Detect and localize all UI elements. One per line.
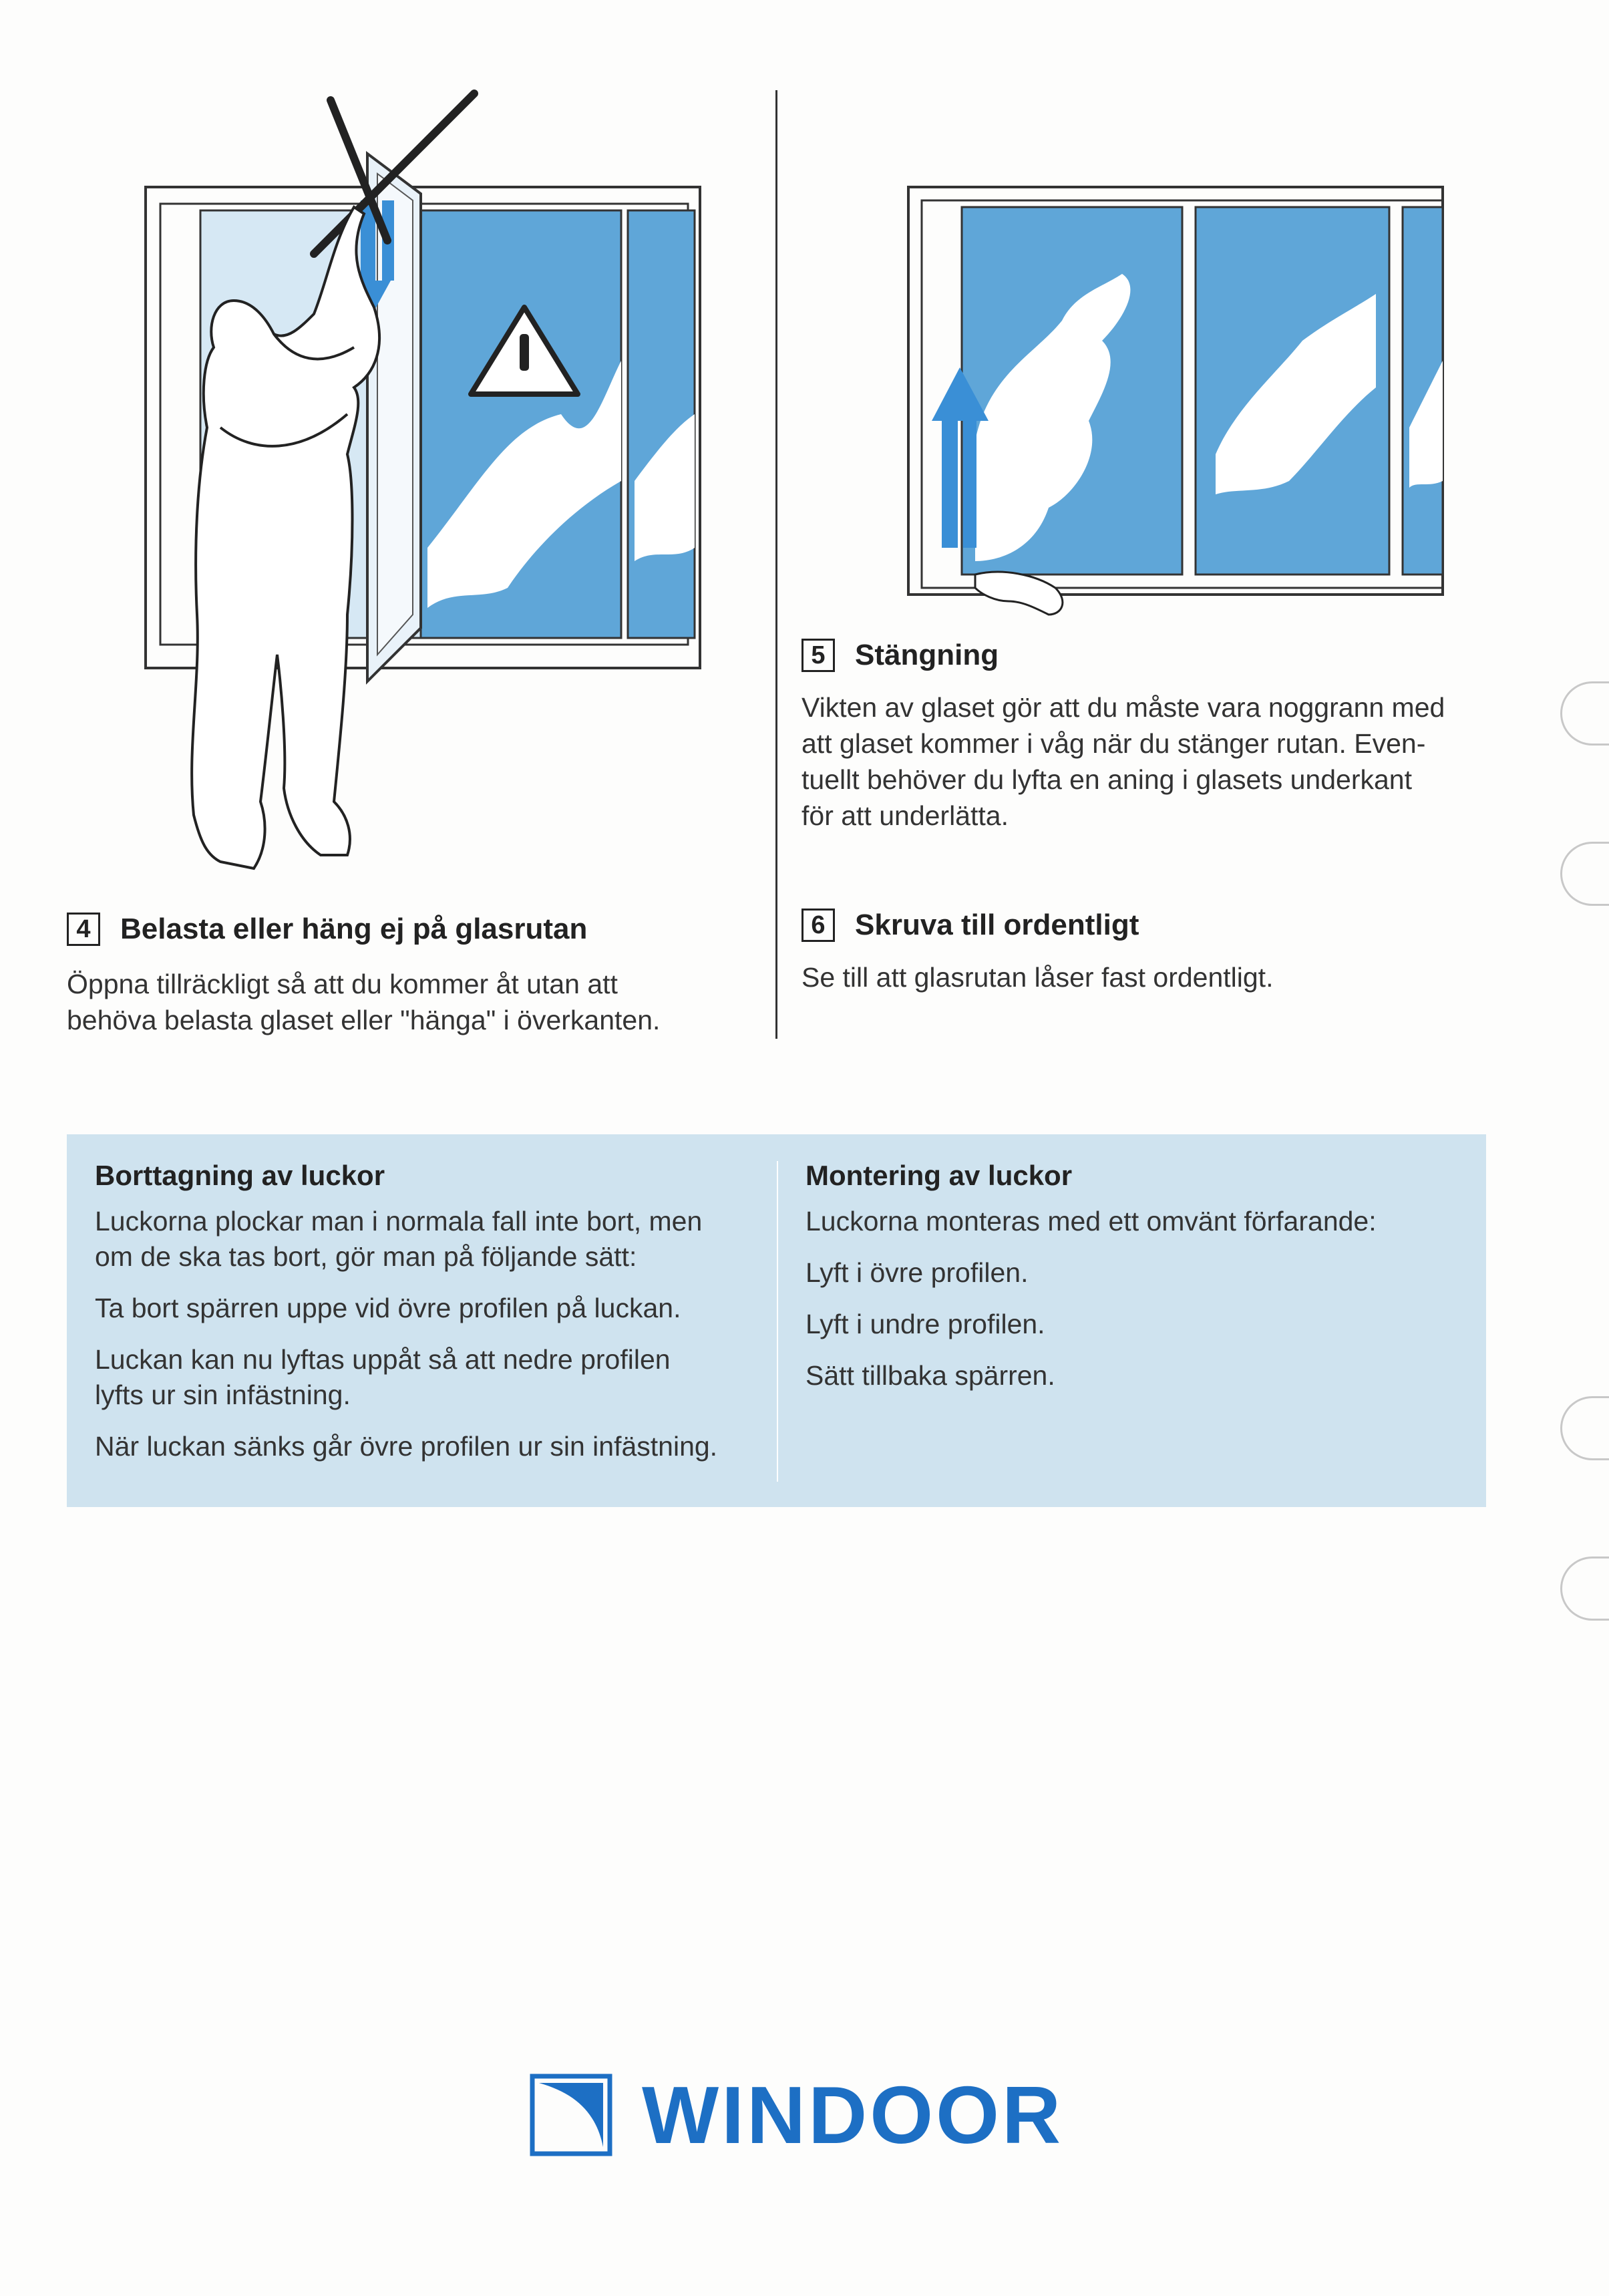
windoor-logo-text: WINDOOR	[642, 2070, 1064, 2160]
section-6-line: Se till att glasrutan låser fast ordentligt.	[801, 962, 1274, 993]
section-5-title: Stängning	[855, 639, 999, 671]
mounting-paragraph	[806, 1204, 1473, 1239]
removal-line: lyfts ur sin infästning.	[95, 1379, 351, 1410]
section-6-number: 6	[801, 909, 835, 942]
section-5-line: Vikten av glaset gör att du måste vara noggrann med	[801, 692, 1445, 723]
section-4-line: Öppna tillräckligt så att du kommer åt utan att	[67, 969, 618, 999]
mounting-line: Luckorna monteras med ett omvänt förfarande:	[806, 1206, 1377, 1237]
binder-hole	[1560, 1396, 1609, 1460]
section-4-line: behöva belasta glaset eller "hänga" i överkanten.	[67, 1005, 661, 1035]
section-5-number: 5	[801, 639, 835, 672]
removal-line: Luckorna plockar man i normala fall inte bort, men	[95, 1206, 703, 1237]
section-4-number: 4	[67, 913, 100, 946]
removal-paragraph	[95, 1342, 763, 1413]
mounting-line: Sätt tillbaka spärren.	[806, 1360, 1055, 1391]
mounting-line: Lyft i övre profilen.	[806, 1257, 1029, 1288]
mounting-paragraph	[806, 1358, 1473, 1393]
binder-hole	[1560, 681, 1609, 746]
info-panel	[67, 1134, 1486, 1507]
column-divider	[775, 90, 777, 1039]
section-5-heading	[801, 639, 999, 672]
mounting-paragraph	[806, 1307, 1473, 1342]
section-4-title: Belasta eller häng ej på glasrutan	[120, 913, 588, 945]
section-6-body	[801, 959, 1273, 995]
section-4-body	[67, 966, 660, 1038]
binder-hole	[1560, 842, 1609, 906]
section-5-line: för att underlätta.	[801, 800, 1009, 831]
illustration-do-not-hang	[134, 80, 721, 909]
removal-line: Luckan kan nu lyftas uppåt så att nedre profilen	[95, 1344, 671, 1375]
windoor-logo	[530, 2070, 1064, 2160]
removal-line: om de ska tas bort, gör man på följande sätt:	[95, 1241, 637, 1272]
illustration-closing	[902, 174, 1449, 628]
removal-paragraph	[95, 1291, 763, 1326]
section-6-title: Skruva till ordentligt	[855, 909, 1139, 941]
removal-line: Ta bort spärren uppe vid övre profilen på luckan.	[95, 1293, 681, 1323]
section-5-line: att glaset kommer i våg när du stänger rutan. Even-	[801, 728, 1426, 759]
removal-paragraph	[95, 1429, 763, 1464]
removal-line: När luckan sänks går övre profilen ur sin infästning.	[95, 1431, 718, 1462]
removal-paragraph	[95, 1204, 763, 1275]
mounting-column	[806, 1160, 1473, 1410]
binder-hole	[1560, 1556, 1609, 1621]
section-4-heading	[67, 913, 587, 946]
mounting-line: Lyft i undre profilen.	[806, 1309, 1045, 1339]
panel-divider	[777, 1161, 778, 1482]
mounting-title: Montering av luckor	[806, 1160, 1073, 1191]
removal-column	[95, 1160, 763, 1480]
windoor-logo-icon	[530, 2074, 612, 2156]
section-6-heading	[801, 909, 1139, 942]
section-5-line: tuellt behöver du lyfta en aning i glasets underkant	[801, 764, 1412, 795]
mounting-paragraph	[806, 1255, 1473, 1291]
removal-title: Borttagning av luckor	[95, 1160, 385, 1191]
section-5-body	[801, 689, 1445, 834]
